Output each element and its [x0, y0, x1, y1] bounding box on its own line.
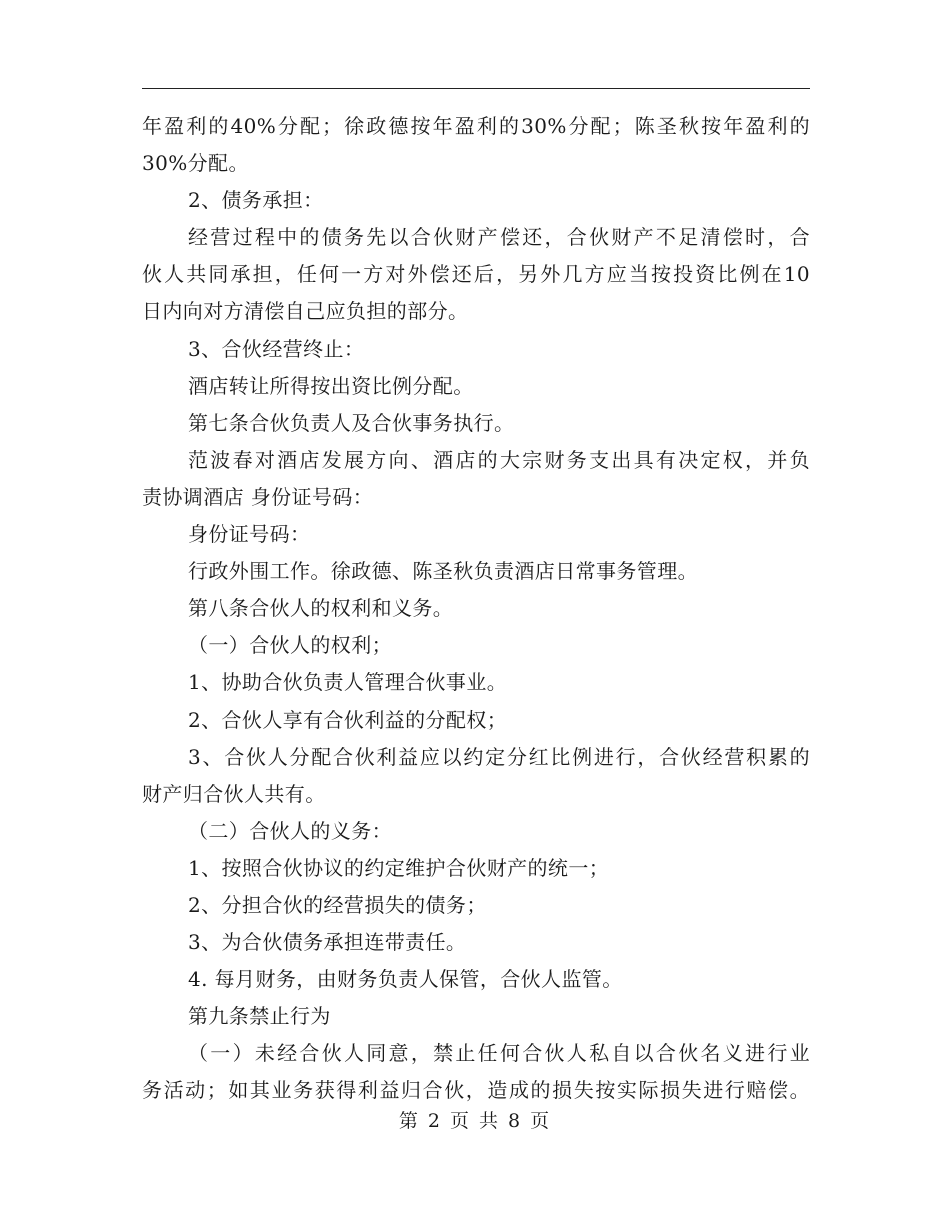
list-item: 2、合伙人享有合伙利益的分配权；: [188, 707, 508, 732]
list-item: 1、协助合伙负责人管理合伙事业。: [188, 670, 508, 695]
text-line: 经营过程中的债务先以合伙财产偿还，合伙财产不足清偿时，合: [188, 225, 810, 250]
article-heading: 第八条合伙人的权利和义务。: [188, 596, 454, 621]
section-heading: （一）合伙人的权利；: [188, 633, 392, 658]
page-number: 第 2 页 共 8 页: [398, 1110, 552, 1132]
list-item: 1、按照合伙协议的约定维护合伙财产的统一；: [188, 855, 610, 880]
text-line: 伙人共同承担，任何一方对外偿还后，另外几方应当按投资比例在10: [142, 262, 810, 287]
text-line: 务活动；如其业务获得利益归合伙，造成的损失按实际损失进行赔偿。: [142, 1078, 810, 1103]
header-rule: [142, 88, 810, 89]
list-item: 3、合伙人分配合伙利益应以约定分红比例进行，合伙经营积累的: [188, 744, 810, 769]
section-heading: 3、合伙经营终止：: [188, 336, 365, 361]
text-line: 责协调酒店 身份证号码：: [142, 484, 374, 509]
section-heading: 2、债务承担：: [188, 188, 324, 213]
article-heading: 第九条禁止行为: [188, 1004, 331, 1029]
section-heading: （二）合伙人的义务：: [188, 818, 392, 843]
text-line: 年盈利的40%分配；徐政德按年盈利的30%分配；陈圣秋按年盈利的: [142, 114, 810, 138]
text-line: 日内向对方清偿自己应负担的部分。: [142, 299, 469, 324]
list-item: 3、为合伙债务承担连带责任。: [188, 930, 467, 955]
text-line: 身份证号码：: [188, 522, 311, 547]
text-line: 范波春对酒店发展方向、酒店的大宗财务支出具有决定权，并负: [188, 447, 810, 472]
document-body: [142, 108, 810, 1110]
text-line: 财产归合伙人共有。: [142, 781, 326, 806]
article-heading: 第七条合伙负责人及合伙事务执行。: [188, 410, 515, 435]
text-line: 行政外围工作。徐政德、陈圣秋负责酒店日常事务管理。: [188, 559, 698, 584]
text-line: （一）未经合伙人同意，禁止任何合伙人私自以合伙名义进行业: [188, 1041, 810, 1066]
list-item: 2、分担合伙的经营损失的债务；: [188, 892, 487, 917]
text-line: 30%分配。: [142, 151, 249, 176]
text-line: 酒店转让所得按出资比例分配。: [188, 373, 474, 398]
list-item: 4. 每月财务，由财务负责人保管，合伙人监管。: [188, 967, 623, 992]
